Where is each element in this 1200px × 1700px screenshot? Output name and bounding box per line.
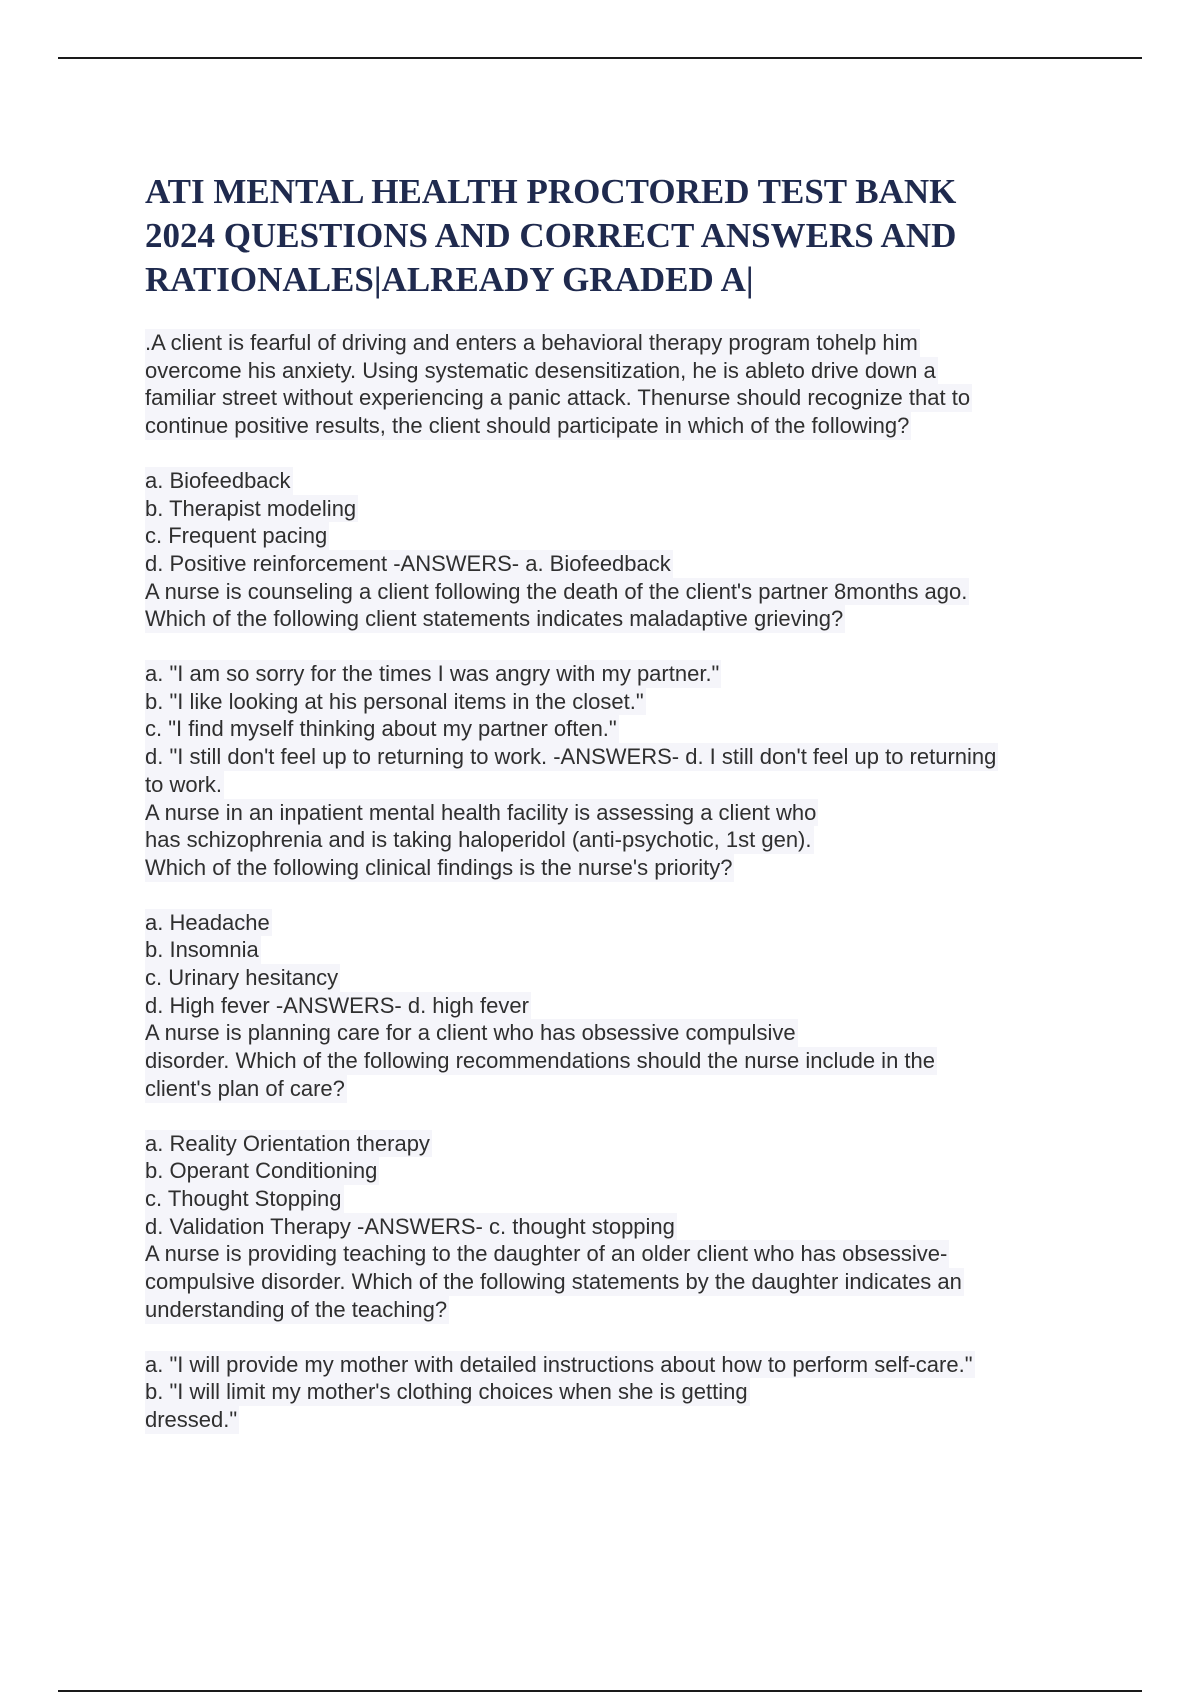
answer-option: c. Urinary hesitancy (145, 965, 339, 991)
question-4 (145, 1019, 1105, 1240)
answer-option: c. "I find myself thinking about my partner often." (145, 716, 617, 742)
question-stem-line: compulsive disorder. Which of the following statements by the daughter indicates an (145, 1269, 962, 1295)
answer-option: d. Validation Therapy -ANSWERS- c. thought stopping (145, 1213, 675, 1239)
question-3 (145, 799, 1105, 1020)
answer-option: a. "I will provide my mother with detailed instructions about how to perform self-care." (145, 1351, 973, 1377)
answer-option: a. Headache (145, 909, 270, 935)
question-2 (145, 578, 1105, 799)
document-title (145, 170, 1085, 302)
top-rule (58, 57, 1142, 59)
answer-option: b. Insomnia (145, 937, 259, 963)
paragraph-gap (145, 882, 1105, 909)
answer-option: d. High fever -ANSWERS- d. high fever (145, 992, 529, 1018)
question-stem-line: A nurse is planning care for a client who has obsessive compulsive (145, 1020, 796, 1046)
question-stem-line: A nurse is counseling a client following the death of the client's partner 8months ago. (145, 578, 968, 604)
answer-option: b. Therapist modeling (145, 495, 357, 521)
paragraph-gap (145, 1103, 1105, 1130)
question-stem-line: has schizophrenia and is taking haloperidol (anti-psychotic, 1st gen). (145, 827, 812, 853)
question-stem-line: A nurse in an inpatient mental health facility is assessing a client who (145, 799, 817, 825)
question-stem-line: overcome his anxiety. Using systematic desensitization, he is ableto drive down a (145, 357, 936, 383)
question-stem-line: Which of the following client statements indicates maladaptive grieving? (145, 606, 844, 632)
question-stem-line: understanding of the teaching? (145, 1296, 448, 1322)
paragraph-gap (145, 633, 1105, 660)
title-line: 2024 QUESTIONS AND CORRECT ANSWERS AND (145, 216, 957, 255)
answer-option: a. "I am so sorry for the times I was angry with my partner." (145, 661, 720, 687)
question-stem-line: continue positive results, the client should participate in which of the following? (145, 413, 910, 439)
answer-option: to work. (145, 771, 223, 797)
question-stem-line: familiar street without experiencing a panic attack. Thenurse should recognize that to (145, 385, 971, 411)
answer-option: d. Positive reinforcement -ANSWERS- a. Biofeedback (145, 550, 671, 576)
answer-option: dressed." (145, 1406, 238, 1432)
question-stem-line: client's plan of care? (145, 1075, 345, 1101)
question-5 (145, 1240, 1105, 1433)
paragraph-gap (145, 440, 1105, 467)
answer-option: d. "I still don't feel up to returning to work. -ANSWERS- d. I still don't feel up to returning (145, 744, 997, 770)
answer-option: c. Thought Stopping (145, 1185, 342, 1211)
answer-option: b. "I like looking at his personal items in the closet." (145, 688, 644, 714)
question-stem-line: A nurse is providing teaching to the daughter of an older client who has obsessive- (145, 1241, 948, 1267)
answer-option: b. Operant Conditioning (145, 1158, 378, 1184)
title-line: RATIONALES|ALREADY GRADED A| (145, 260, 754, 299)
paragraph-gap (145, 1324, 1105, 1351)
question-1 (145, 329, 1105, 578)
answer-option: a. Biofeedback (145, 467, 291, 493)
question-stem-line: .A client is fearful of driving and enters a behavioral therapy program tohelp him (145, 330, 918, 355)
question-stem-line: Which of the following clinical findings is the nurse's priority? (145, 854, 733, 880)
question-stem-line: disorder. Which of the following recommendations should the nurse include in the (145, 1048, 936, 1074)
answer-option: c. Frequent pacing (145, 523, 328, 549)
answer-option: a. Reality Orientation therapy (145, 1130, 430, 1156)
bottom-rule (58, 1690, 1142, 1692)
document-body (145, 329, 1105, 1434)
answer-option: b. "I will limit my mother's clothing choices when she is getting (145, 1379, 748, 1405)
title-line: ATI MENTAL HEALTH PROCTORED TEST BANK (145, 172, 957, 211)
